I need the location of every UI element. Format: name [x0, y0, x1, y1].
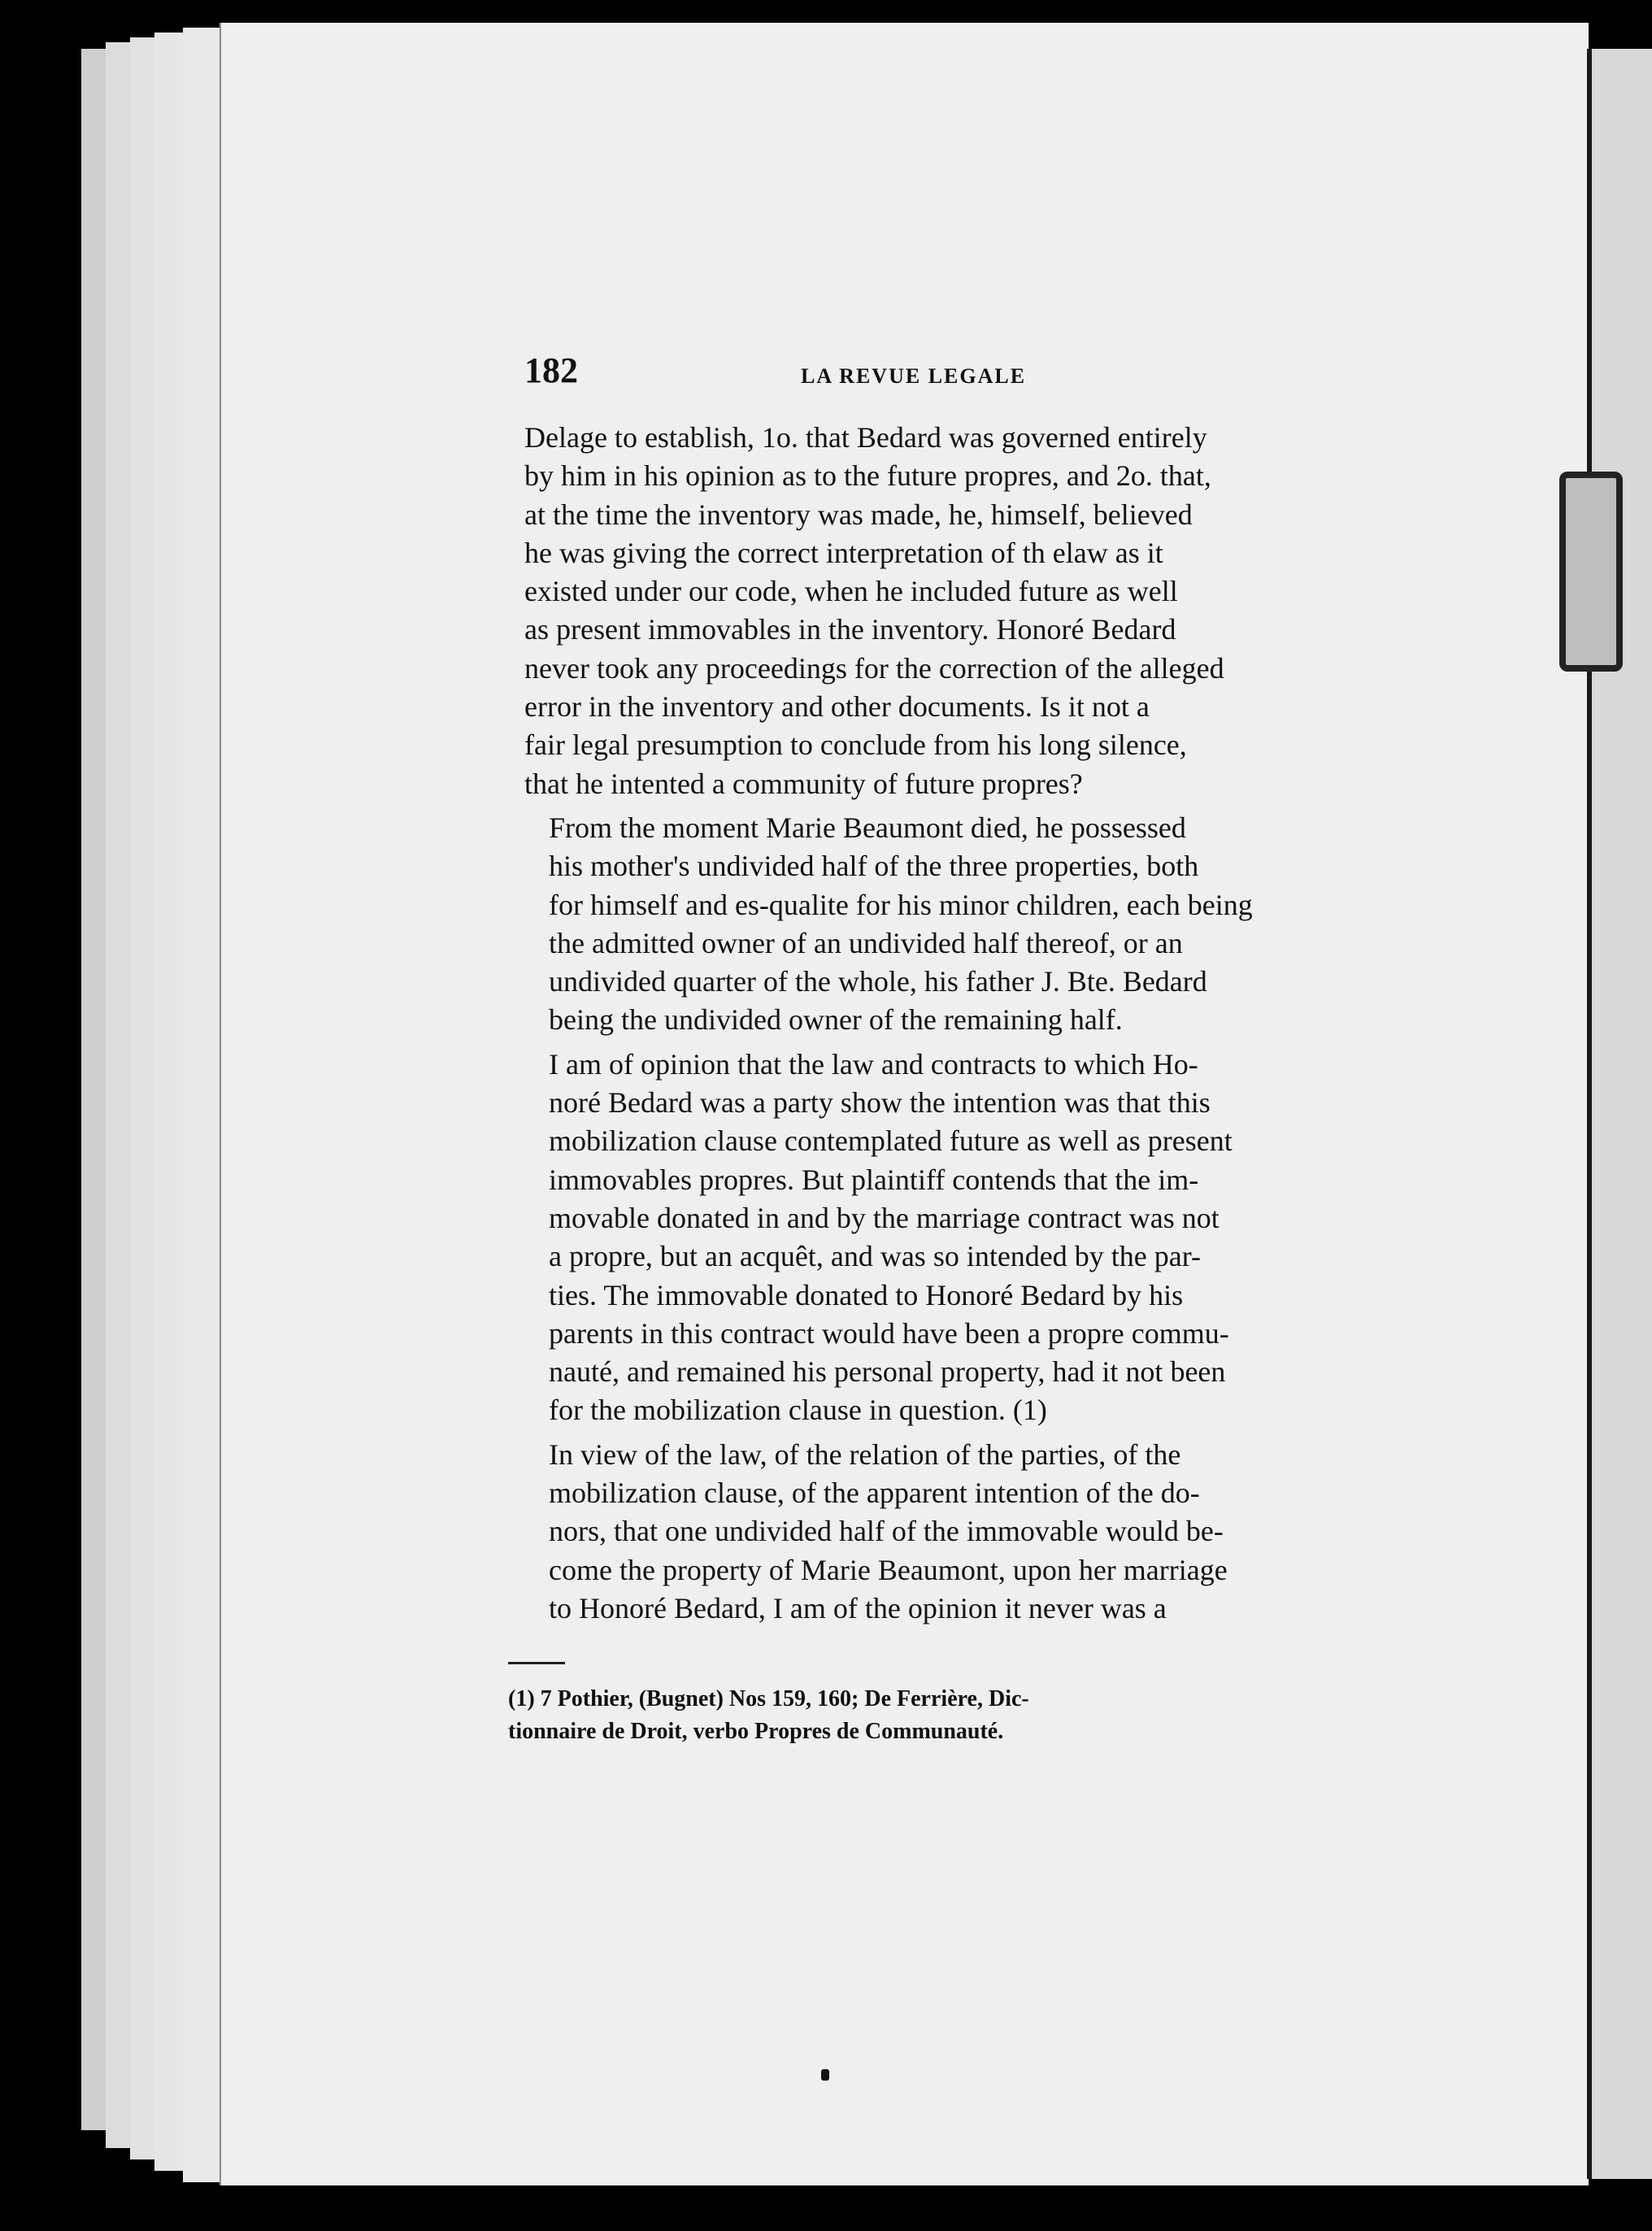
text-line: being the undivided owner of the remaining half. [549, 1003, 1123, 1037]
binding-clip [1559, 472, 1623, 672]
text-line: From the moment Marie Beaumont died, he possessed [549, 811, 1186, 844]
text-line: I am of opinion that the law and contracts to which Ho- [549, 1047, 1198, 1081]
text-line: existed under our code, when he included future as well [524, 575, 1178, 608]
text-line: movable donated in and by the marriage contract was not [549, 1201, 1219, 1234]
text-line: error in the inventory and other documents. Is it not a [524, 690, 1150, 724]
text-line: mobilization clause, of the apparent intention of the do- [549, 1476, 1200, 1510]
page-number: 182 [524, 350, 578, 390]
paragraph [524, 1436, 1309, 1628]
running-title: LA REVUE LEGALE [801, 364, 1027, 388]
text-line: he was giving the correct interpretation of th elaw as it [524, 536, 1163, 569]
paragraph [524, 419, 1309, 803]
body-text [524, 419, 1309, 1633]
text-line: parents in this contract would have been a propre commu- [549, 1316, 1229, 1350]
text-line: ties. The immovable donated to Honoré Bedard by his [549, 1278, 1184, 1311]
footnote-line: tionnaire de Droit, verbo Propres de Communauté. [508, 1719, 1004, 1744]
text-line: his mother's undivided half of the three properties, both [549, 850, 1199, 883]
text-line: nors, that one undivided half of the immovable would be- [549, 1515, 1224, 1548]
text-line: immovables propres. But plaintiff contends that the im- [549, 1163, 1199, 1196]
footnote-line: (1) 7 Pothier, (Bugnet) Nos 159, 160; De Ferrière, Dic- [508, 1686, 1029, 1711]
text-line: for himself and es-qualite for his minor children, each being [549, 888, 1253, 921]
text-line: noré Bedard was a party show the intention was that this [549, 1086, 1211, 1120]
text-line: at the time the inventory was made, he, himself, believed [524, 498, 1193, 531]
text-line: come the property of Marie Beaumont, upon her marriage [549, 1553, 1228, 1586]
text-line: mobilization clause contemplated future as well as present [549, 1124, 1232, 1158]
text-line: the admitted owner of an undivided half thereof, or an [549, 926, 1183, 959]
text-line: undivided quarter of the whole, his father J. Bte. Bedard [549, 965, 1207, 998]
facing-page-edge [1587, 49, 1652, 2179]
text-line: nauté, and remained his personal property, had it not been [549, 1355, 1226, 1389]
text-line: as present immovables in the inventory. Honoré Bedard [524, 613, 1176, 646]
text-line: a propre, but an acquêt, and was so intended by the par- [549, 1240, 1202, 1273]
text-line: that he intented a community of future propres? [524, 767, 1083, 800]
text-line: by him in his opinion as to the future propres, and 2o. that, [524, 459, 1211, 493]
text-line: Delage to establish, 1o. that Bedard was governed entirely [524, 421, 1207, 454]
footnote-rule [508, 1662, 565, 1664]
print-mark [821, 2069, 829, 2081]
text-line: for the mobilization clause in question. (1) [549, 1394, 1047, 1427]
text-line: to Honoré Bedard, I am of the opinion it never was a [549, 1591, 1167, 1624]
text-line: never took any proceedings for the correction of the alleged [524, 651, 1224, 685]
text-line: In view of the law, of the relation of the parties, of the [549, 1437, 1181, 1471]
paragraph [524, 809, 1309, 1040]
page-header [524, 350, 1313, 398]
footnotes [508, 1683, 1305, 1748]
paragraph [524, 1046, 1309, 1430]
text-line: fair legal presumption to conclude from his long silence, [524, 728, 1187, 762]
